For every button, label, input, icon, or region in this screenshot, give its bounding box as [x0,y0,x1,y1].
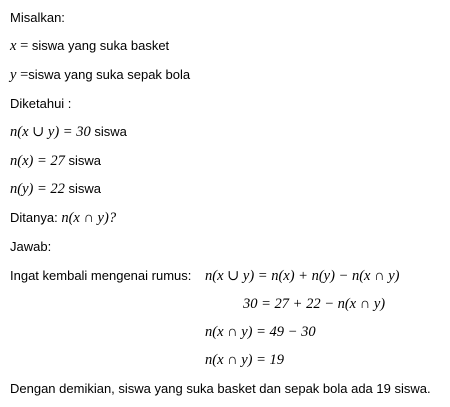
conclusion-text: Dengan demikian, siswa yang suka basket dan sepak bola ada 19 siswa. [10,381,431,396]
known-union-math: n(x ∪ y) = 30 [10,124,91,140]
formula-step-3: n(x ∩ y) = 49 − 30 [205,324,316,340]
known-union [10,124,127,140]
formula-step-1: n(x ∪ y) = n(x) + n(y) − n(x ∩ y) [205,268,400,284]
variable-x: x [10,38,17,54]
known-ny-math: n(y) = 22 [10,181,65,197]
equals-sign: = [16,38,32,54]
equals-sign: = [16,67,29,83]
known-label: Diketahui : [10,96,72,111]
asked-math: n(x ∩ y)? [61,210,117,226]
known-union-unit: siswa [90,124,127,139]
definition-x [10,38,169,54]
variable-y: y [10,67,17,83]
asked-label: Ditanya: [10,210,62,225]
asked-line [10,210,116,226]
recall-label: Ingat kembali mengenai rumus: [10,268,192,283]
known-ny [10,181,101,197]
known-ny-unit: siswa [64,181,102,196]
known-nx-unit: siswa [64,153,102,168]
definition-x-text: siswa yang suka basket [31,38,170,53]
known-nx-math: n(x) = 27 [10,153,65,169]
formula-step-2: 30 = 27 + 22 − n(x ∩ y) [243,296,386,312]
known-nx [10,153,101,169]
formula-step-4: n(x ∩ y) = 19 [205,352,285,368]
answer-label: Jawab: [10,239,52,254]
intro-text: Misalkan: [10,10,65,25]
definition-y-text: siswa yang suka sepak bola [28,67,191,82]
definition-y [10,67,190,83]
